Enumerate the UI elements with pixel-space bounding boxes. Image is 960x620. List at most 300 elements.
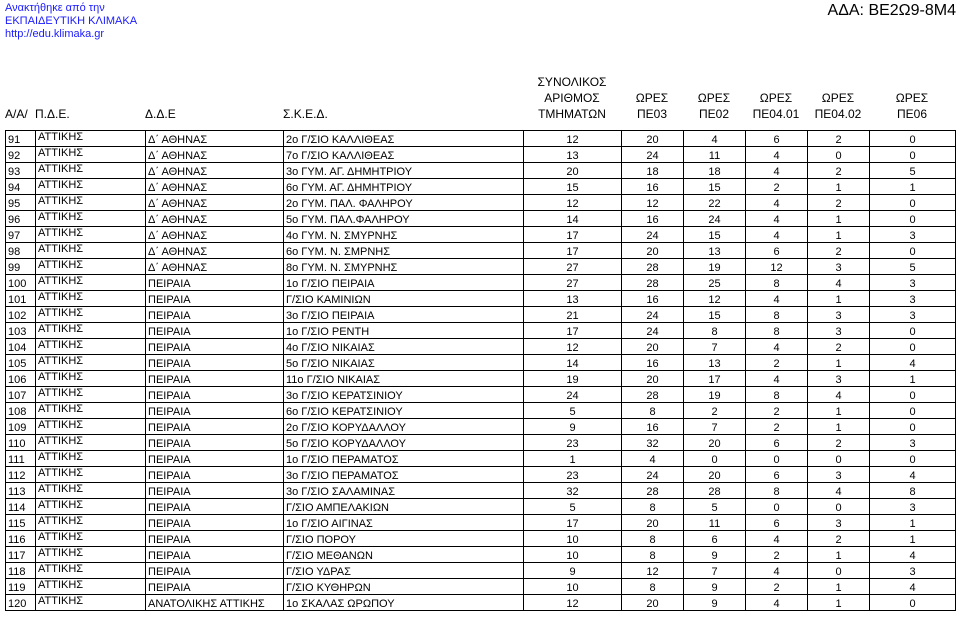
table-cell: 103 — [6, 323, 36, 339]
table-cell: 8 — [622, 579, 684, 595]
table-cell: 3 — [870, 275, 956, 291]
table-cell: ΠΕΙΡΑΙΑ — [146, 483, 284, 499]
table-cell: ΠΕΙΡΑΙΑ — [146, 499, 284, 515]
table-cell: 97 — [6, 227, 36, 243]
table-cell: 118 — [6, 563, 36, 579]
table-cell: 111 — [6, 451, 36, 467]
table-cell: 119 — [6, 579, 36, 595]
table-cell: 5 — [684, 499, 746, 515]
table-cell: 104 — [6, 339, 36, 355]
table-cell: 8 — [746, 307, 808, 323]
table-cell: 8 — [746, 323, 808, 339]
table-cell: 12 — [746, 259, 808, 275]
table-cell: ΠΕΙΡΑΙΑ — [146, 451, 284, 467]
table-cell: ΑΤΤΙΚΗΣ — [36, 403, 146, 419]
table-cell: 1ο Γ/ΣΙΟ ΠΕΡΑΜΑΤΟΣ — [284, 451, 524, 467]
table-cell: 20 — [684, 467, 746, 483]
table-cell: ΑΤΤΙΚΗΣ — [36, 531, 146, 547]
table-cell: 5 — [870, 259, 956, 275]
table-cell: 4 — [746, 163, 808, 179]
table-cell: ΠΕΙΡΑΙΑ — [146, 323, 284, 339]
table-cell: 117 — [6, 547, 36, 563]
table-row — [6, 275, 956, 291]
table-row — [6, 147, 956, 163]
table-cell: 24 — [622, 467, 684, 483]
table-cell: 24 — [622, 227, 684, 243]
table-cell: Δ΄ ΑΘΗΝΑΣ — [146, 243, 284, 259]
table-cell: 4ο ΓΥΜ. Ν. ΣΜΥΡΝΗΣ — [284, 227, 524, 243]
table-cell: 93 — [6, 163, 36, 179]
table-cell: 2 — [746, 579, 808, 595]
table-cell: Γ/ΣΙΟ ΚΥΘΗΡΩΝ — [284, 579, 524, 595]
table-cell: 4 — [746, 147, 808, 163]
table-cell: 8 — [746, 483, 808, 499]
table-row — [6, 243, 956, 259]
table-cell: 3 — [808, 307, 870, 323]
table-cell: 0 — [808, 451, 870, 467]
table-cell: 20 — [622, 595, 684, 611]
table-cell: 1 — [808, 179, 870, 195]
table-cell: 17 — [524, 323, 622, 339]
table-cell: 3 — [808, 515, 870, 531]
table-cell: 15 — [524, 179, 622, 195]
table-cell: ΑΤΤΙΚΗΣ — [36, 483, 146, 499]
table-cell: 3ο ΓΥΜ. ΑΓ. ΔΗΜΗΤΡΙΟΥ — [284, 163, 524, 179]
table-cell: ΑΤΤΙΚΗΣ — [36, 211, 146, 227]
table-cell: ΑΤΤΙΚΗΣ — [36, 147, 146, 163]
table-cell: 9 — [524, 419, 622, 435]
table-cell: 105 — [6, 355, 36, 371]
table-cell: Δ΄ ΑΘΗΝΑΣ — [146, 179, 284, 195]
table-cell: ΑΤΤΙΚΗΣ — [36, 307, 146, 323]
table-cell: 1 — [870, 371, 956, 387]
table-cell: ΠΕΙΡΑΙΑ — [146, 563, 284, 579]
table-cell: 0 — [808, 563, 870, 579]
table-row — [6, 419, 956, 435]
table-cell: ΑΤΤΙΚΗΣ — [36, 163, 146, 179]
table-cell: 11 — [684, 515, 746, 531]
watermark-line-1[interactable]: Ανακτήθηκε από την — [5, 2, 105, 14]
ada-code: ΑΔΑ: ΒΕ2Ω9-8Μ4 — [827, 2, 956, 19]
table-cell: 24 — [622, 323, 684, 339]
table-cell: ΠΕΙΡΑΙΑ — [146, 291, 284, 307]
table-cell: 8 — [622, 499, 684, 515]
table-cell: ΑΤΤΙΚΗΣ — [36, 227, 146, 243]
table-cell: 6ο ΓΥΜ. Ν. ΣΜΡΝΗΣ — [284, 243, 524, 259]
table-cell: 112 — [6, 467, 36, 483]
table-cell: ΑΤΤΙΚΗΣ — [36, 275, 146, 291]
table-cell: ΠΕΙΡΑΙΑ — [146, 579, 284, 595]
table-cell: ΑΤΤΙΚΗΣ — [36, 259, 146, 275]
table-cell: 14 — [524, 211, 622, 227]
table-cell: 0 — [870, 451, 956, 467]
watermark-url[interactable]: http://edu.klimaka.gr — [5, 28, 105, 40]
table-cell: 6 — [684, 531, 746, 547]
table-cell: ΠΕΙΡΑΙΑ — [146, 419, 284, 435]
table-cell: ΑΤΤΙΚΗΣ — [36, 563, 146, 579]
table-cell: 17 — [684, 371, 746, 387]
table-cell: 95 — [6, 195, 36, 211]
table-cell: 4 — [746, 531, 808, 547]
table-cell: 19 — [684, 259, 746, 275]
table-cell: 109 — [6, 419, 36, 435]
table-row — [6, 371, 956, 387]
table-cell: 16 — [622, 211, 684, 227]
table-row — [6, 483, 956, 499]
table-cell: 0 — [870, 403, 956, 419]
table-cell: 4 — [746, 211, 808, 227]
table-cell: 9 — [684, 579, 746, 595]
table-cell: 5ο Γ/ΣΙΟ ΚΟΡΥΔΑΛΛΟΥ — [284, 435, 524, 451]
table-cell: 28 — [622, 275, 684, 291]
table-cell: 8ο ΓΥΜ. Ν. ΣΜΥΡΝΗΣ — [284, 259, 524, 275]
table-cell: 27 — [524, 275, 622, 291]
table-cell: ΑΤΤΙΚΗΣ — [36, 435, 146, 451]
table-cell: 1 — [808, 419, 870, 435]
table-cell: 7ο Γ/ΣΙΟ ΚΑΛΛΙΘΕΑΣ — [284, 147, 524, 163]
table-cell: 3 — [808, 259, 870, 275]
table-row — [6, 163, 956, 179]
table-cell: 23 — [524, 435, 622, 451]
watermark — [5, 2, 137, 41]
table-cell: 1 — [808, 547, 870, 563]
table-cell: 5 — [524, 403, 622, 419]
table-cell: 19 — [684, 387, 746, 403]
table-cell: ΑΤΤΙΚΗΣ — [36, 499, 146, 515]
table-cell: 1ο ΣΚΑΛΑΣ ΩΡΩΠΟΥ — [284, 595, 524, 611]
table-cell: ΑΤΤΙΚΗΣ — [36, 515, 146, 531]
table-cell: 2 — [746, 355, 808, 371]
table-cell: 25 — [684, 275, 746, 291]
table-cell: 28 — [622, 387, 684, 403]
table-cell: 28 — [622, 259, 684, 275]
table-cell: 24 — [684, 211, 746, 227]
table-cell: 8 — [746, 387, 808, 403]
header-ske: Σ.Κ.Ε.Δ. — [283, 107, 328, 121]
table-cell: 4 — [808, 483, 870, 499]
table-cell: 10 — [524, 579, 622, 595]
table-cell: 28 — [684, 483, 746, 499]
table-cell: Γ/ΣΙΟ ΜΕΘΑΝΩΝ — [284, 547, 524, 563]
table-cell: 20 — [622, 243, 684, 259]
table-cell: 120 — [6, 595, 36, 611]
table-cell: 0 — [870, 243, 956, 259]
table-cell: 9 — [684, 547, 746, 563]
table-cell: 1 — [808, 579, 870, 595]
table-cell: ΑΤΤΙΚΗΣ — [36, 371, 146, 387]
table-cell: 3 — [870, 307, 956, 323]
table-cell: 12 — [524, 195, 622, 211]
table-cell: 3ο Γ/ΣΙΟ ΣΑΛΑΜΙΝΑΣ — [284, 483, 524, 499]
table-cell: 102 — [6, 307, 36, 323]
table-cell: 98 — [6, 243, 36, 259]
table-cell: 6ο Γ/ΣΙΟ ΚΕΡΑΤΣΙΝΙΟΥ — [284, 403, 524, 419]
table-cell: 10 — [524, 531, 622, 547]
table-cell: 106 — [6, 371, 36, 387]
table-cell: 18 — [684, 163, 746, 179]
table-cell: ΠΕΙΡΑΙΑ — [146, 387, 284, 403]
watermark-line-2[interactable]: ΕΚΠΑΙΔΕΥΤΙΚΗ ΚΛΙΜΑΚΑ — [5, 15, 138, 27]
table-cell: 99 — [6, 259, 36, 275]
table-cell: 4 — [746, 227, 808, 243]
table-cell: 3ο Γ/ΣΙΟ ΚΕΡΑΤΣΙΝΙΟΥ — [284, 387, 524, 403]
table-cell: 0 — [870, 131, 956, 147]
table-cell: 3 — [870, 499, 956, 515]
table-cell: 9 — [524, 563, 622, 579]
table-cell: 1 — [808, 355, 870, 371]
table-cell: 0 — [746, 499, 808, 515]
table-cell: Γ/ΣΙΟ ΑΜΠΕΛΑΚΙΩΝ — [284, 499, 524, 515]
table-cell: 0 — [870, 419, 956, 435]
table-row — [6, 211, 956, 227]
table-cell: 16 — [622, 291, 684, 307]
table-cell: 2 — [746, 547, 808, 563]
table-cell: 2ο Γ/ΣΙΟ ΚΟΡΥΔΑΛΛΟΥ — [284, 419, 524, 435]
table-cell: ΠΕΙΡΑΙΑ — [146, 547, 284, 563]
table-cell: 4 — [870, 467, 956, 483]
table-cell: 1 — [808, 595, 870, 611]
table-row — [6, 579, 956, 595]
table-cell: 3 — [808, 323, 870, 339]
table-cell: 115 — [6, 515, 36, 531]
table-cell: ΑΤΤΙΚΗΣ — [36, 291, 146, 307]
table-cell: 6 — [746, 243, 808, 259]
table-cell: 10 — [524, 547, 622, 563]
table-cell: 4 — [622, 451, 684, 467]
table-row — [6, 515, 956, 531]
table-cell: 13 — [524, 147, 622, 163]
table-cell: ΑΤΤΙΚΗΣ — [36, 131, 146, 147]
table-cell: 4 — [746, 371, 808, 387]
table-cell: 15 — [684, 307, 746, 323]
table-cell: 11ο Γ/ΣΙΟ ΝΙΚΑΙΑΣ — [284, 371, 524, 387]
table-cell: 7 — [684, 339, 746, 355]
table-cell: 3 — [870, 563, 956, 579]
table-cell: 4 — [746, 195, 808, 211]
table-cell: 3ο Γ/ΣΙΟ ΠΕΙΡΑΙΑ — [284, 307, 524, 323]
table-cell: 0 — [746, 451, 808, 467]
table-cell: 13 — [524, 291, 622, 307]
table-cell: 14 — [524, 355, 622, 371]
table-row — [6, 179, 956, 195]
table-cell: 8 — [622, 547, 684, 563]
table-cell: 12 — [524, 131, 622, 147]
table-cell: 2 — [808, 243, 870, 259]
table-cell: 27 — [524, 259, 622, 275]
table-cell: 3 — [808, 371, 870, 387]
table-cell: 113 — [6, 483, 36, 499]
table-cell: 91 — [6, 131, 36, 147]
table-cell: 24 — [524, 387, 622, 403]
table-cell: 4 — [870, 547, 956, 563]
header-dde: Δ.Δ.Ε — [145, 107, 176, 121]
table-cell: ΠΕΙΡΑΙΑ — [146, 355, 284, 371]
table-cell: ΑΤΤΙΚΗΣ — [36, 323, 146, 339]
table-cell: 2 — [684, 403, 746, 419]
table-row — [6, 547, 956, 563]
table-cell: 2 — [808, 131, 870, 147]
table-cell: 20 — [622, 371, 684, 387]
table-row — [6, 595, 956, 611]
table-cell: 100 — [6, 275, 36, 291]
table-row — [6, 387, 956, 403]
table-cell: 5 — [870, 163, 956, 179]
header-pe03: ΩΡΕΣ ΠΕ03 — [635, 91, 669, 121]
table-cell: 107 — [6, 387, 36, 403]
table-cell: ΑΤΤΙΚΗΣ — [36, 387, 146, 403]
table-cell: 7 — [684, 563, 746, 579]
table-cell: 3 — [870, 291, 956, 307]
table-row — [6, 467, 956, 483]
table-cell: 1 — [870, 515, 956, 531]
table-cell: 15 — [684, 179, 746, 195]
table-cell: 8 — [622, 403, 684, 419]
table-cell: 21 — [524, 307, 622, 323]
table-cell: Δ΄ ΑΘΗΝΑΣ — [146, 163, 284, 179]
table-cell: 4 — [808, 275, 870, 291]
table-row — [6, 259, 956, 275]
table-cell: 92 — [6, 147, 36, 163]
table-cell: Δ΄ ΑΘΗΝΑΣ — [146, 131, 284, 147]
table-cell: 4 — [746, 291, 808, 307]
table-cell: 0 — [808, 499, 870, 515]
table-cell: 20 — [622, 131, 684, 147]
table-cell: 116 — [6, 531, 36, 547]
table-cell: 6 — [746, 467, 808, 483]
table-cell: Γ/ΣΙΟ ΚΑΜΙΝΙΩΝ — [284, 291, 524, 307]
table-cell: ΠΕΙΡΑΙΑ — [146, 307, 284, 323]
table-cell: Γ/ΣΙΟ ΠΟΡΟΥ — [284, 531, 524, 547]
table-cell: 2 — [808, 163, 870, 179]
data-table — [5, 130, 956, 611]
table-cell: 0 — [870, 339, 956, 355]
table-cell: 1ο Γ/ΣΙΟ ΠΕΙΡΑΙΑ — [284, 275, 524, 291]
table-cell: 0 — [808, 147, 870, 163]
table-cell: 5ο ΓΥΜ. ΠΑΛ.ΦΑΛΗΡΟΥ — [284, 211, 524, 227]
table-cell: 6 — [746, 131, 808, 147]
table-cell: 4 — [746, 563, 808, 579]
table-cell: 96 — [6, 211, 36, 227]
table-cell: 1 — [524, 451, 622, 467]
table-cell: 20 — [622, 515, 684, 531]
table-cell: ΠΕΙΡΑΙΑ — [146, 371, 284, 387]
table-cell: ΑΤΤΙΚΗΣ — [36, 243, 146, 259]
table-cell: 4 — [808, 387, 870, 403]
table-cell: Δ΄ ΑΘΗΝΑΣ — [146, 227, 284, 243]
header-pde: Π.Δ.Ε. — [35, 107, 70, 121]
table-cell: 2 — [808, 195, 870, 211]
table-cell: 20 — [684, 435, 746, 451]
table-cell: 0 — [684, 451, 746, 467]
table-cell: 5 — [524, 499, 622, 515]
table-cell: 32 — [524, 483, 622, 499]
table-cell: Δ΄ ΑΘΗΝΑΣ — [146, 147, 284, 163]
table-cell: 1 — [870, 179, 956, 195]
table-cell: ΑΤΤΙΚΗΣ — [36, 195, 146, 211]
table-cell: ΠΕΙΡΑΙΑ — [146, 275, 284, 291]
table-cell: Γ/ΣΙΟ ΥΔΡΑΣ — [284, 563, 524, 579]
table-cell: 0 — [870, 211, 956, 227]
header-pe02: ΩΡΕΣ ΠΕ02 — [697, 91, 731, 121]
table-cell: 0 — [870, 323, 956, 339]
table-cell: 8 — [870, 483, 956, 499]
table-cell: 2 — [746, 403, 808, 419]
table-row — [6, 307, 956, 323]
header-pe06: ΩΡΕΣ ΠΕ06 — [895, 91, 929, 121]
table-row — [6, 531, 956, 547]
table-row — [6, 435, 956, 451]
table-cell: 12 — [622, 195, 684, 211]
table-row — [6, 131, 956, 147]
table-cell: 17 — [524, 227, 622, 243]
table-cell: 3 — [870, 435, 956, 451]
table-row — [6, 195, 956, 211]
table-cell: 20 — [524, 163, 622, 179]
table-cell: 2ο Γ/ΣΙΟ ΚΑΛΛΙΘΕΑΣ — [284, 131, 524, 147]
table-cell: 28 — [622, 483, 684, 499]
table-cell: 4 — [684, 131, 746, 147]
table-cell: 13 — [684, 355, 746, 371]
table-cell: 32 — [622, 435, 684, 451]
table-cell: 18 — [622, 163, 684, 179]
table-cell: 12 — [622, 563, 684, 579]
table-cell: 6 — [746, 515, 808, 531]
table-row — [6, 563, 956, 579]
table-cell: 23 — [524, 467, 622, 483]
table-cell: 1 — [870, 531, 956, 547]
table-cell: 101 — [6, 291, 36, 307]
table-row — [6, 291, 956, 307]
table-cell: 12 — [524, 595, 622, 611]
table-row — [6, 499, 956, 515]
table-cell: 94 — [6, 179, 36, 195]
table-cell: 6ο ΓΥΜ. ΑΓ. ΔΗΜΗΤΡΙΟΥ — [284, 179, 524, 195]
header-aa: Α/Α/ — [5, 107, 28, 121]
table-cell: ΠΕΙΡΑΙΑ — [146, 531, 284, 547]
table-cell: 2 — [808, 339, 870, 355]
table-cell: 19 — [524, 371, 622, 387]
table-cell: 6 — [746, 435, 808, 451]
table-cell: ΑΤΤΙΚΗΣ — [36, 339, 146, 355]
table-cell: Δ΄ ΑΘΗΝΑΣ — [146, 195, 284, 211]
table-cell: 22 — [684, 195, 746, 211]
table-cell: 2 — [808, 435, 870, 451]
table-cell: ΑΤΤΙΚΗΣ — [36, 451, 146, 467]
table-cell: 15 — [684, 227, 746, 243]
table-cell: 4 — [870, 355, 956, 371]
table-cell: 1 — [808, 227, 870, 243]
table-cell: Δ΄ ΑΘΗΝΑΣ — [146, 259, 284, 275]
table-cell: 0 — [870, 147, 956, 163]
table-cell: 4ο Γ/ΣΙΟ ΝΙΚΑΙΑΣ — [284, 339, 524, 355]
table-cell: ΑΤΤΙΚΗΣ — [36, 595, 146, 611]
table-cell: 1ο Γ/ΣΙΟ ΡΕΝΤΗ — [284, 323, 524, 339]
table-cell: 12 — [524, 339, 622, 355]
header-pe0401: ΩΡΕΣ ΠΕ04.01 — [752, 91, 800, 121]
table-cell: ΑΤΤΙΚΗΣ — [36, 547, 146, 563]
table-row — [6, 451, 956, 467]
table-cell: 24 — [622, 307, 684, 323]
table-cell: ΠΕΙΡΑΙΑ — [146, 467, 284, 483]
table-cell: ΑΤΤΙΚΗΣ — [36, 467, 146, 483]
table-cell: ΠΕΙΡΑΙΑ — [146, 403, 284, 419]
table-cell: ΑΤΤΙΚΗΣ — [36, 355, 146, 371]
table-cell: 12 — [684, 291, 746, 307]
table-cell: 2ο ΓΥΜ. ΠΑΛ. ΦΑΛΗΡΟΥ — [284, 195, 524, 211]
table-cell: 8 — [746, 275, 808, 291]
table-cell: 8 — [684, 323, 746, 339]
table-cell: 16 — [622, 179, 684, 195]
